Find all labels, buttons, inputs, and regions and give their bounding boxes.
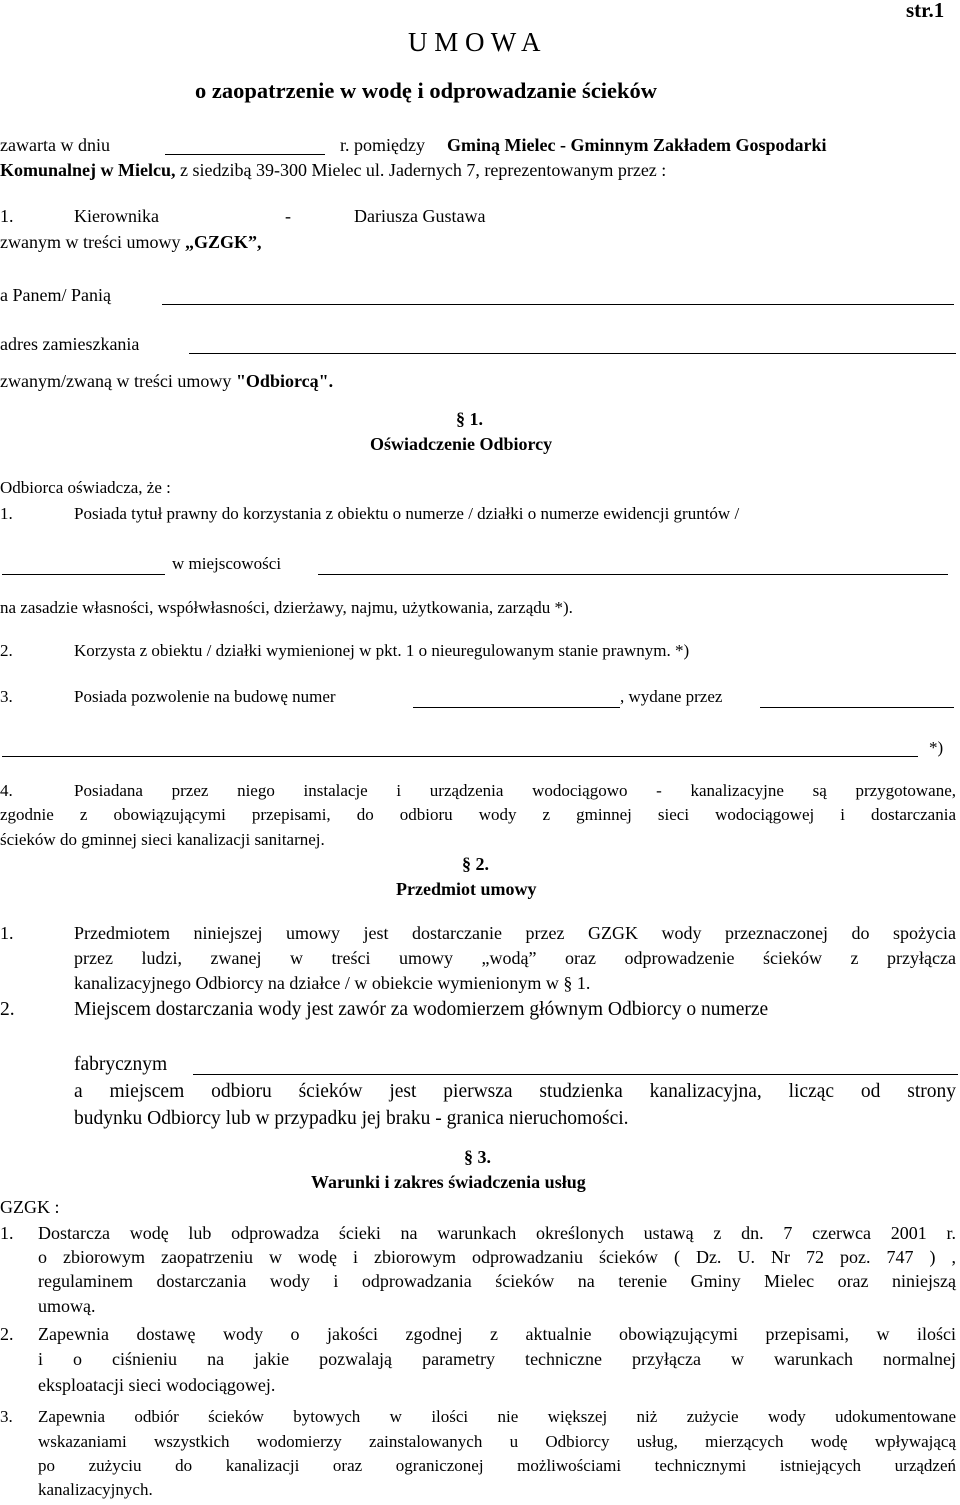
s1-p4-line1: Posiadana przez niego instalacje i urządzenia wodociągowo - kanalizacyjne są przygotowane, xyxy=(74,781,956,800)
s3-p1-line1: Dostarcza wodę lub odprowadza ścieki na warunkach określonych ustawą z dn. 7 czerwca 2001 r. xyxy=(38,1223,956,1243)
location-blank-line xyxy=(318,574,948,575)
s1-p3-text-a: Posiada pozwolenie na budowę numer xyxy=(74,687,336,706)
s1-p3-text-b: , wydane przez xyxy=(620,687,723,706)
section-3-title: Warunki i zakres świadczenia usług xyxy=(311,1172,586,1192)
s3-p3-number: 3. xyxy=(0,1407,13,1426)
section-2-number: § 2. xyxy=(462,854,489,874)
document-title: U M O W A xyxy=(408,27,541,57)
issuer-blank-line xyxy=(760,707,954,708)
s1-p2-text: Korzysta z obiektu / działki wymienionej w pkt. 1 o nieuregulowanym stanie prawnym. *) xyxy=(74,641,690,660)
section-2-title: Przedmiot umowy xyxy=(396,879,537,899)
section-1-lead: Odbiorca oświadcza, że : xyxy=(0,478,171,497)
s1-p1-location-label: w miejscowości xyxy=(172,554,282,573)
page-number: str.1 xyxy=(906,0,945,22)
intro-line2 xyxy=(0,159,666,181)
representative-dash: - xyxy=(285,206,291,226)
issuer-continuation-blank-line xyxy=(2,756,918,757)
s1-p1-tail: na zasadzie własności, współwłasności, dzierżawy, najmu, użytkowania, zarządu *). xyxy=(0,598,573,617)
s1-p3-number: 3. xyxy=(0,687,13,706)
party-label: a Panem/ Panią xyxy=(0,285,111,305)
intro-line1-a: zawarta w dniu xyxy=(0,135,110,155)
s3-p1-number: 1. xyxy=(0,1223,14,1243)
s1-p1-text: Posiada tytuł prawny do korzystania z obiektu o numerze / działki o numerze ewidencji gruntów / xyxy=(74,504,740,523)
representative-number: 1. xyxy=(0,206,14,226)
address-label: adres zamieszkania xyxy=(0,334,140,354)
s1-p1-number: 1. xyxy=(0,504,13,523)
representative-name: Dariusza Gustawa xyxy=(354,206,486,226)
section-1-title: Oświadczenie Odbiorcy xyxy=(370,434,553,454)
document-subtitle: o zaopatrzenie w wodę i odprowadzanie ścieków xyxy=(195,78,658,103)
party-called-b: "Odbiorcą". xyxy=(235,371,334,391)
section-1-number: § 1. xyxy=(456,409,483,429)
s2-p1-number: 1. xyxy=(0,923,14,943)
s2-p2-number: 2. xyxy=(0,999,15,1020)
intro-line1-c: Gminą Mielec - Gminnym Zakładem Gospodarki xyxy=(447,135,827,155)
meter-number-blank-line xyxy=(193,1074,958,1075)
section-3-number: § 3. xyxy=(464,1147,491,1167)
representative-called-b: „GZGK”, xyxy=(184,232,262,252)
s2-p2-line1: Miejscem dostarczania wody jest zawór za wodomierzem głównym Odbiorcy o numerze xyxy=(74,999,769,1020)
s1-p3-tail: *) xyxy=(929,738,944,757)
s1-p4-line2: zgodnie z obowiązującymi przepisami, do odbioru wody z gminnej sieci wodociągowej i dostarczania xyxy=(0,805,956,824)
address-blank-line xyxy=(189,353,956,354)
representative-role: Kierownika xyxy=(74,206,159,226)
date-blank-line xyxy=(165,154,325,155)
s1-p4-number: 4. xyxy=(0,781,13,800)
intro-line2-b: z siedzibą 39-300 Mielec ul. Jadernych 7, reprezentowanym przez : xyxy=(175,160,667,180)
party-called xyxy=(0,370,333,392)
s2-p2-line2: a miejscem odbioru ścieków jest pierwsza studzienka kanalizacyjna, licząc od strony xyxy=(74,1081,956,1102)
s3-p3-line3: po zużyciu do kanalizacji oraz ograniczonej możliwościami technicznymi istniejących urządzeń xyxy=(38,1456,956,1475)
s2-p1-line3: kanalizacyjnego Odbiorcy na działce / w obiekcie wymienionym w § 1. xyxy=(74,973,591,993)
s3-p3-line2: wskazaniami wszystkich wodomierzy zainstalowanych u Odbiorcy usług, mierzących wodę wpływającą xyxy=(38,1432,956,1451)
s3-p1-line4: umową. xyxy=(38,1296,96,1316)
intro-line2-a: Komunalnej w Mielcu, xyxy=(0,160,176,180)
s3-p2-line2: i o ciśnieniu na jakie pozwalają parametry techniczne przyłącza w warunkach normalnej xyxy=(38,1349,956,1369)
s3-p1-line2: o zbiorowym zaopatrzeniu w wodę i zbiorowym odprowadzaniu ścieków ( Dz. U. Nr 72 poz. 747 ) , xyxy=(38,1247,956,1267)
s3-p3-line1: Zapewnia odbiór ścieków bytowych w ilości nie większej niż zużycie wody udokumentowane xyxy=(38,1407,956,1426)
s3-p2-number: 2. xyxy=(0,1324,14,1344)
s1-p4-line3: ścieków do gminnej sieci kanalizacji sanitarnej. xyxy=(0,830,325,849)
s3-p2-line3: eksploatacji sieci wodociągowej. xyxy=(38,1375,276,1395)
representative-called xyxy=(0,231,261,253)
s2-p1-line2: przez ludzi, zwanej w treści umowy „wodą” oraz odprowadzenie ścieków z przyłącza xyxy=(74,948,956,968)
object-number-blank-line xyxy=(2,574,165,575)
section-3-lead: GZGK : xyxy=(0,1197,60,1217)
s2-p1-line1: Przedmiotem niniejszej umowy jest dostarczanie przez GZGK wody przeznaczonej do spożycia xyxy=(74,923,956,943)
s2-p2-factory-label: fabrycznym xyxy=(74,1054,168,1075)
s2-p2-line3: budynku Odbiorcy lub w przypadku jej braku - granica nieruchomości. xyxy=(74,1108,629,1129)
s3-p1-line3: regulaminem dostarczania wody i odprowadzania ścieków na terenie Gminy Mielec oraz niniejszą xyxy=(38,1271,956,1291)
s1-p2-number: 2. xyxy=(0,641,13,660)
s3-p2-line1: Zapewnia dostawę wody o jakości zgodnej z aktualnie obowiązującymi przepisami, w ilości xyxy=(38,1324,956,1344)
intro-line1-b: r. pomiędzy xyxy=(340,135,425,155)
party-name-blank-line xyxy=(162,304,954,305)
s3-p3-line4: kanalizacyjnych. xyxy=(38,1480,153,1499)
party-called-a: zwanym/zwaną w treści umowy xyxy=(0,371,236,391)
representative-called-a: zwanym w treści umowy xyxy=(0,232,185,252)
permit-number-blank-line xyxy=(413,707,620,708)
